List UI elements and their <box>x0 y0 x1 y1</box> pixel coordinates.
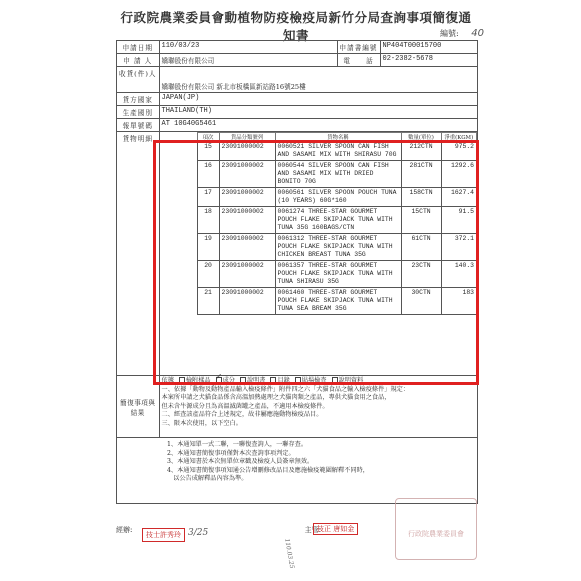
date-label: 申請日期 <box>117 41 160 54</box>
row-weight: 183 <box>441 288 476 315</box>
row-qty: 158CTN <box>401 188 441 207</box>
row-code: 23091000002 <box>219 188 275 207</box>
note-item: 1、本通知單一式二聯，一聯復查詢人，一聯存查。 <box>167 441 308 448</box>
row-weight: 975.2 <box>441 142 476 161</box>
note-item: 以公告成解釋品內容為準。 <box>167 475 248 483</box>
reply-line: 三、限本次使用，以下空白。 <box>161 419 242 427</box>
basis-label: 依據 <box>161 377 174 384</box>
note-item: 3、本通知書於本次無單位章戳及檢疫人員簽章無效。 <box>167 458 314 466</box>
producer-value: THAILAND(TH) <box>159 106 477 119</box>
phone-label: 電 話 <box>337 54 380 67</box>
row-qty: 61CTN <box>401 234 441 261</box>
check-label-info: 說明資料 <box>338 377 364 384</box>
table-row <box>197 142 476 161</box>
row-no: 21 <box>197 288 219 315</box>
row-no: 20 <box>197 261 219 288</box>
row-qty: 281CTN <box>401 161 441 188</box>
applicant-label: 申 請 人 <box>117 54 160 67</box>
row-code: 23091000002 <box>219 234 275 261</box>
row-no: 18 <box>197 207 219 234</box>
row-name: 0061312 THREE-STAR GOURMET POUCH FLAKE SKIPJACK TUNA WITH CHICKEN BREAST TUNA 35G <box>275 234 401 261</box>
notes-block <box>117 438 478 504</box>
serial-label: 編號: <box>440 29 459 38</box>
checkbox-site-inspection <box>295 377 301 383</box>
applicant-value: 嬌聯股份有限公司 <box>159 54 337 67</box>
row-code: 23091000002 <box>219 142 275 161</box>
check-label-site-inspection: 貼場檢查 <box>301 377 327 384</box>
note-item: 2、本通知書簡復事項僅對本次查詢事項判定。 <box>167 449 295 457</box>
checkbox-manual <box>240 377 246 383</box>
check-label-ingredients: 成分 <box>222 377 235 384</box>
row-weight: 140.3 <box>441 261 476 288</box>
application-no-value: NP404T00015700 <box>380 41 478 54</box>
checkbox-catalog <box>270 377 276 383</box>
table-row <box>197 207 476 234</box>
check-label-sample: 檢附樣品 <box>185 377 211 384</box>
row-no: 19 <box>197 234 219 261</box>
origin-label: 貨方國家 <box>117 93 160 106</box>
row-no: 16 <box>197 161 219 188</box>
checkbox-ingredients <box>216 377 222 383</box>
recipient-value: 嬌聯股份有限公司 新北市板橋區新站路16號25樓 <box>159 67 477 93</box>
table-row <box>197 161 476 188</box>
handler-stamp: 技士許秀玲 <box>142 528 185 542</box>
checkbox-sample <box>179 377 185 383</box>
row-qty: 30CTN <box>401 288 441 315</box>
ticket-value: AT 10G40G5461 <box>159 119 477 132</box>
col-header-name: 貨物名稱 <box>275 133 401 142</box>
supervisor-stamp: 技正 唐如金 <box>313 523 358 535</box>
row-code: 23091000002 <box>219 207 275 234</box>
handler-handwritten-note: 3/25 <box>188 528 209 538</box>
reply-line: 二、經查該產品符合上述規定，故非屬應施動物檢疫品目。 <box>161 411 323 419</box>
col-header-qty: 數量(單位) <box>401 133 441 142</box>
serial-value: 40 <box>471 28 484 39</box>
col-header-no: 項次 <box>197 133 219 142</box>
row-no: 17 <box>197 188 219 207</box>
goods-label: 貨物明細 <box>117 132 160 376</box>
date-value: 110/03/23 <box>159 41 337 54</box>
reply-label: 簡復事項與結果 <box>117 376 160 438</box>
row-name: 0060561 SILVER SPOON POUCH TUNA (10 YEARS) 60G*160 <box>275 188 401 207</box>
official-seal: 行政院農業委員會 <box>395 498 477 560</box>
check-label-manual: 說明書 <box>246 377 266 384</box>
goods-cell <box>159 132 477 376</box>
row-weight: 1292.6 <box>441 161 476 188</box>
reply-line: 但未含牛源成分且為高溫滅菌罐之產品，不適用本檢疫條件。 <box>161 402 329 410</box>
reply-line: 本案所申請之犬貓食品係含高溫加熱處理之犬貓肉類之產品，專供犬貓食用之食品， <box>161 394 391 402</box>
check-options <box>162 377 475 386</box>
row-qty: 15CTN <box>401 207 441 234</box>
row-weight: 372.1 <box>441 234 476 261</box>
phone-value: 02-2382-5678 <box>380 54 478 67</box>
recipient-label: 收貨(件)人 <box>117 67 160 93</box>
serial-number <box>440 28 484 39</box>
col-header-code: 貨品分類號列 <box>219 133 275 142</box>
application-no-label: 申請書編號 <box>337 41 380 54</box>
row-code: 23091000002 <box>219 288 275 315</box>
row-qty: 212CTN <box>401 142 441 161</box>
row-name: 0061460 THREE-STAR GOURMET POUCH FLAKE SKIPJACK TUNA WITH TUNA SEA BREAM 35G <box>275 288 401 315</box>
table-row <box>197 188 476 207</box>
row-name: 0060544 SILVER SPOON CAN FISH AND SASAMI MIX WITH DRIED BONITO 70G <box>275 161 401 188</box>
row-code: 23091000002 <box>219 161 275 188</box>
row-weight: 1627.4 <box>441 188 476 207</box>
origin-value: JAPAN(JP) <box>159 93 477 106</box>
table-row <box>197 261 476 288</box>
row-no: 15 <box>197 142 219 161</box>
handwritten-date: 110.03.25 <box>283 538 296 570</box>
table-row <box>197 288 476 315</box>
checkbox-info <box>332 377 338 383</box>
reply-content <box>159 376 477 438</box>
row-name: 0061274 THREE-STAR GOURMET POUCH FLAKE SKIPJACK TUNA WITH TUNA 35G 160BAGS/CTN <box>275 207 401 234</box>
row-name: 0060521 SILVER SPOON CAN FISH AND SASAMI MIX WITH SHIRASU 70G <box>275 142 401 161</box>
items-table <box>197 132 477 315</box>
check-label-catalog: 目錄 <box>277 377 290 384</box>
supervisor-label: 主管: <box>304 526 321 534</box>
producer-label: 生產國別 <box>117 106 160 119</box>
inquiry-form <box>116 40 478 504</box>
ticket-label: 報單號碼 <box>117 119 160 132</box>
handler-label: 經辦: <box>116 526 133 534</box>
note-item: 4、本通知書簡復事項知通公告增刪修改品目及應施檢疫範圍解釋不同時， <box>167 466 369 474</box>
reply-line: 一、依據「動物及動物產品輸入檢疫條件」附件四之六「犬貓食品之輸入檢疫條件」規定： <box>161 385 410 393</box>
table-row <box>197 234 476 261</box>
row-name: 0061357 THREE-STAR GOURMET POUCH FLAKE SKIPJACK TUNA WITH TUNA SHIRASU 35G <box>275 261 401 288</box>
row-qty: 23CTN <box>401 261 441 288</box>
col-header-weight: 淨重(KGM) <box>441 133 476 142</box>
document-title: 行政院農業委員會動植物防疫檢疫局新竹分局查詢事項簡復通知書 <box>120 10 472 43</box>
row-code: 23091000002 <box>219 261 275 288</box>
row-weight: 91.5 <box>441 207 476 234</box>
